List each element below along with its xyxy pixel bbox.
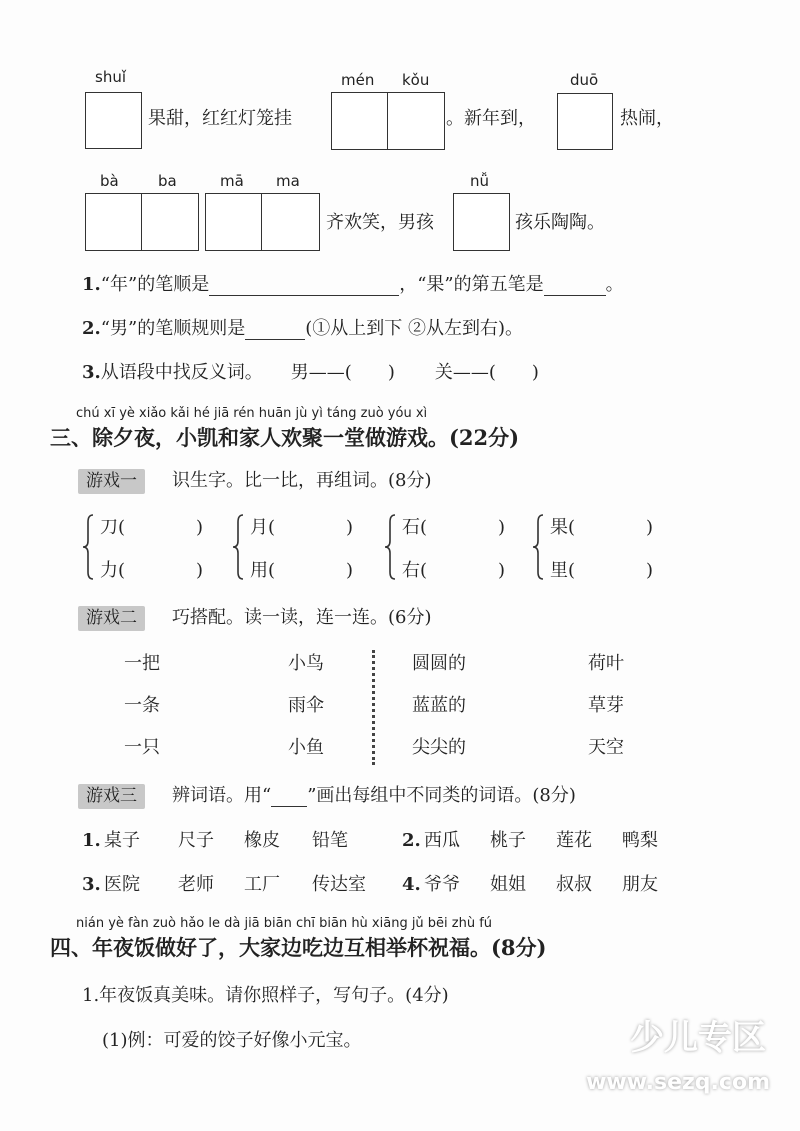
q-text: (①从上到下 ②从左到右)。	[305, 318, 523, 339]
game3-tag: 游戏三	[78, 784, 145, 809]
match-item[interactable]: 一只	[124, 737, 160, 758]
q-num: 3.	[82, 362, 101, 383]
word-option[interactable]: 尺子	[178, 830, 214, 851]
word-option[interactable]: 姐姐	[490, 874, 526, 895]
match-item[interactable]: 一把	[124, 653, 160, 674]
pinyin: nǚ	[470, 172, 490, 190]
word-option[interactable]: 西瓜	[424, 830, 460, 851]
writing-box[interactable]	[453, 193, 510, 251]
match-item[interactable]: 尖尖的	[412, 737, 466, 758]
brace-icon	[232, 514, 244, 580]
pinyin: duō	[570, 71, 599, 89]
word-char: 月(	[250, 517, 276, 538]
watermark-logo: 少儿专区	[630, 1018, 766, 1058]
match-item[interactable]: 雨伞	[288, 695, 324, 716]
writing-box[interactable]	[85, 92, 142, 149]
game2-instruction: 巧搭配。读一读，连一连。(6分)	[172, 607, 432, 628]
word-blank-close[interactable]: )	[498, 560, 506, 581]
group-num: 3.	[82, 874, 101, 895]
instr-text: 辨词语。用“	[172, 785, 272, 806]
word-blank-close[interactable]: )	[646, 560, 654, 581]
word-blank-close[interactable]: )	[196, 560, 204, 581]
pinyin: shuǐ	[95, 68, 126, 86]
q-text: “年”的笔顺是	[100, 274, 210, 295]
match-item[interactable]: 小鱼	[288, 737, 324, 758]
q-text: ，“果”的第五笔是	[399, 274, 544, 295]
match-item[interactable]: 草芽	[588, 695, 624, 716]
pinyin: bà	[100, 172, 119, 190]
game1-tag: 游戏一	[78, 469, 145, 494]
word-option[interactable]: 橡皮	[244, 830, 280, 851]
passage-text: 果甜，红红灯笼挂	[148, 108, 292, 129]
group-num: 4.	[402, 874, 421, 895]
word-option[interactable]: 老师	[178, 874, 214, 895]
passage-text: 。新年到，	[446, 108, 536, 129]
pinyin: mén	[341, 71, 375, 89]
section4-title: 四、年夜饭做好了，大家边吃边互相举杯祝福。(8分)	[50, 935, 547, 960]
word-blank-close[interactable]: )	[498, 517, 506, 538]
passage-text: 齐欢笑，男孩	[326, 212, 434, 233]
q-num: 1.	[82, 274, 101, 295]
word-char: 刀(	[100, 517, 126, 538]
pinyin: ma	[276, 172, 300, 190]
question-2	[82, 318, 523, 340]
game2-tag: 游戏二	[78, 606, 145, 631]
antonym-blank[interactable]: 关——( )	[434, 362, 539, 383]
writing-box[interactable]	[85, 193, 199, 251]
q-num: 2.	[82, 318, 101, 339]
match-item[interactable]: 蓝蓝的	[412, 695, 466, 716]
match-item[interactable]: 天空	[588, 737, 624, 758]
antonym-blank[interactable]: 男——( )	[290, 362, 395, 383]
pinyin: ba	[158, 172, 177, 190]
word-blank-close[interactable]: )	[346, 517, 354, 538]
word-option[interactable]: 传达室	[312, 874, 366, 895]
brace-icon	[532, 514, 544, 580]
word-char: 右(	[402, 560, 428, 581]
word-blank-close[interactable]: )	[646, 517, 654, 538]
match-item[interactable]: 圆圆的	[412, 653, 466, 674]
instr-text: ”画出每组中不同类的词语。(8分)	[307, 785, 576, 806]
pinyin: kǒu	[402, 71, 430, 89]
match-item[interactable]: 一条	[124, 695, 160, 716]
brace-icon	[384, 514, 396, 580]
word-blank-close[interactable]: )	[346, 560, 354, 581]
word-option[interactable]: 朋友	[622, 874, 658, 895]
writing-box[interactable]	[331, 92, 445, 150]
word-char: 石(	[402, 517, 428, 538]
section4-pinyin: nián yè fàn zuò hǎo le dà jiā biān chī biān hù xiāng jǔ bēi zhù fú	[76, 916, 493, 931]
pinyin: mā	[220, 172, 244, 190]
word-char: 果(	[550, 517, 576, 538]
example-sentence: (1)例：可爱的饺子好像小元宝。	[102, 1030, 362, 1051]
word-char: 力(	[100, 560, 126, 581]
section3-pinyin: chú xī yè xiǎo kǎi hé jiā rén huān jù yì táng zuò yóu xì	[76, 406, 428, 421]
writing-box[interactable]	[205, 193, 320, 251]
watermark-url: www.sezq.com	[586, 1070, 770, 1095]
match-item[interactable]: 小鸟	[288, 653, 324, 674]
question-3	[82, 362, 539, 384]
section3-title: 三、除夕夜，小凯和家人欢聚一堂做游戏。(22分)	[50, 425, 520, 450]
answer-blank[interactable]	[544, 277, 606, 296]
game1-instruction: 识生字。比一比，再组词。(8分)	[172, 470, 432, 491]
group-num: 1.	[82, 830, 101, 851]
word-option[interactable]: 叔叔	[556, 874, 592, 895]
group-num: 2.	[402, 830, 421, 851]
question-1	[82, 274, 624, 296]
word-option[interactable]: 桃子	[490, 830, 526, 851]
writing-box[interactable]	[557, 93, 613, 150]
word-option[interactable]: 鸭梨	[622, 830, 658, 851]
word-option[interactable]: 铅笔	[312, 830, 348, 851]
match-item[interactable]: 荷叶	[588, 653, 624, 674]
word-option[interactable]: 桌子	[104, 830, 140, 851]
word-option[interactable]: 莲花	[556, 830, 592, 851]
word-blank-close[interactable]: )	[196, 517, 204, 538]
answer-blank[interactable]	[209, 277, 399, 296]
word-option[interactable]: 医院	[104, 874, 140, 895]
divider	[372, 650, 375, 765]
word-option[interactable]: 爷爷	[424, 874, 460, 895]
underline-sample	[271, 788, 307, 807]
section4-q1: 1.年夜饭真美味。请你照样子，写句子。(4分)	[82, 985, 449, 1006]
q-text: 。	[605, 274, 624, 295]
game3-instruction	[172, 785, 576, 807]
word-option[interactable]: 工厂	[244, 874, 280, 895]
passage-text: 孩乐陶陶。	[515, 212, 605, 233]
word-char: 里(	[550, 560, 576, 581]
answer-blank[interactable]	[245, 321, 305, 340]
word-char: 用(	[250, 560, 276, 581]
q-text: “男”的笔顺规则是	[100, 318, 246, 339]
brace-icon	[82, 514, 94, 580]
passage-text: 热闹，	[620, 108, 674, 129]
q-text: 从语段中找反义词。	[100, 362, 263, 383]
